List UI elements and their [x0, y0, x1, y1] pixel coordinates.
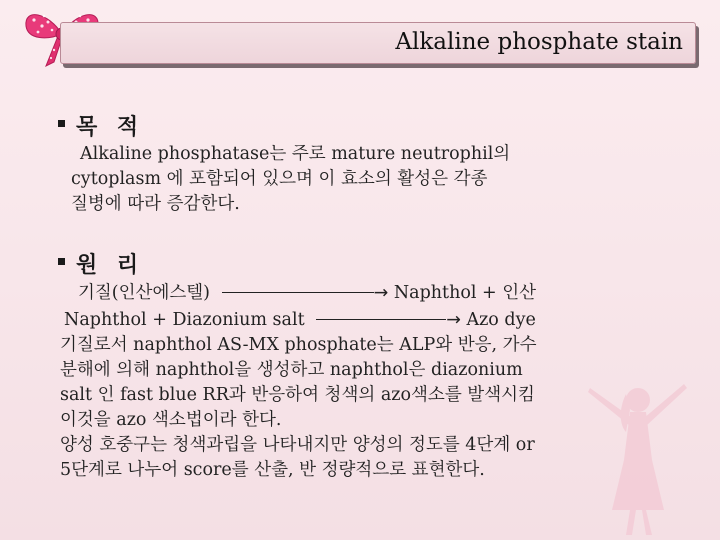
principle-line-5: 양성 호중구는 청색과립을 나타내지만 양성의 정도를 4단계 or: [60, 435, 535, 455]
reaction-line-2: [64, 309, 536, 332]
purpose-line-3: 질병에 따라 증감한다.: [71, 194, 240, 214]
section-heading: 원 리: [76, 253, 145, 278]
reaction-1-product: Naphthol + 인산: [393, 283, 537, 303]
arrow-right-icon: →: [446, 310, 461, 330]
principle-line-1: 기질로서 naphthol AS-MX phosphate는 ALP와 반응, 가수: [60, 335, 537, 355]
reaction-arrow-line: [222, 292, 374, 293]
reaction-arrow-line: [316, 319, 446, 320]
title-bar: [60, 22, 696, 64]
reaction-2-product: Azo dye: [466, 310, 536, 330]
girl-silhouette-icon: [560, 370, 710, 535]
principle-line-4: 이것을 azo 색소법이라 한다.: [60, 410, 282, 430]
purpose-line-2: cytoplasm 에 포함되어 있으며 이 효소의 활성은 각종: [71, 169, 488, 189]
slide-title: Alkaline phosphate stain: [395, 29, 683, 55]
principle-line-3: salt 인 fast blue RR과 반응하여 청색의 azo색소를 발색시킴: [60, 385, 535, 405]
reaction-2-substrate: Naphthol + Diazonium salt: [64, 310, 305, 330]
bullet-square-icon: [58, 258, 65, 265]
purpose-line-1: Alkaline phosphatase는 주로 mature neutrophil의: [80, 144, 511, 164]
arrow-right-icon: →: [373, 283, 389, 303]
reaction-1-substrate: 기질(인산에스텔): [78, 283, 210, 303]
reaction-line-1: [78, 282, 536, 305]
principle-line-6: 5단계로 나누어 score를 산출, 반 정량적으로 표현한다.: [60, 460, 485, 480]
principle-line-2: 분해에 의해 naphthol을 생성하고 naphthol은 diazonium: [60, 360, 523, 380]
section-heading: 목 적: [76, 115, 145, 140]
bullet-square-icon: [58, 120, 65, 127]
